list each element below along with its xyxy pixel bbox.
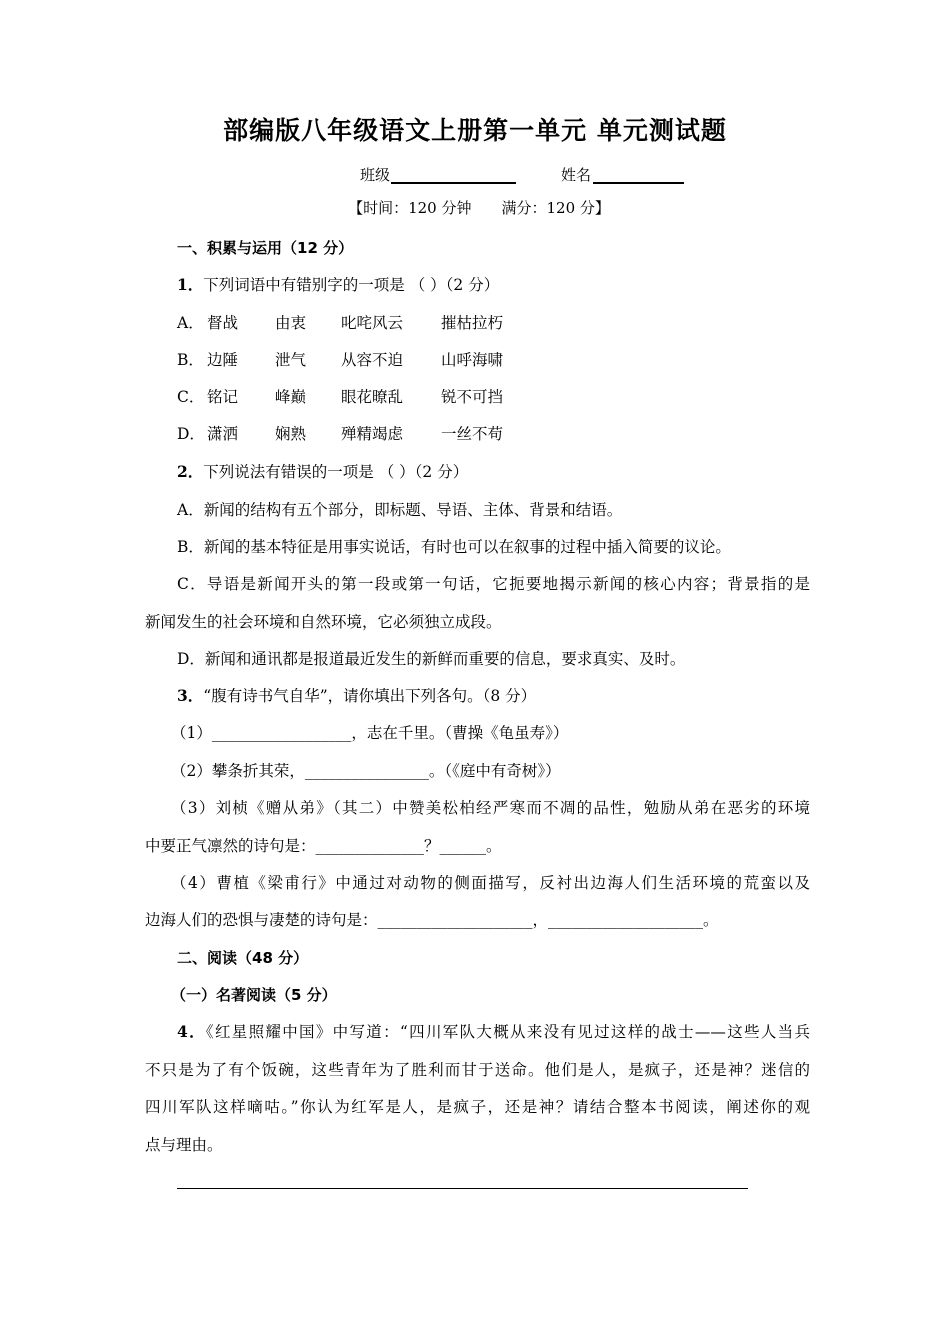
section-heading: 二、阅读（48 分） — [177, 949, 309, 967]
question-4-line3: 四川军队这样嘀咕。”你认为红军是人，是疯子，还是神？请结合整本书阅读，阐述你的观 — [145, 1098, 810, 1116]
question-number: 1． — [177, 275, 204, 294]
class-label: 班级 — [360, 166, 391, 184]
q3-item-1: （1）__________________，志在千里。（曹操《龟虽寿》） — [171, 724, 569, 742]
name-blank[interactable] — [593, 182, 684, 184]
q3-item-4-line2: 边海人们的恐惧与凄楚的诗句是：____________________，____________________。 — [145, 911, 719, 929]
question-2 — [177, 460, 810, 484]
q2-option-c-line2: 新闻发生的社会环境和自然环境，它必须独立成段。 — [145, 613, 502, 631]
q2-option-d: D．新闻和通讯都是报道最近发生的新鲜而重要的信息，要求真实、及时。 — [177, 650, 686, 668]
question-number: 2． — [177, 462, 204, 481]
q2-option-a: A．新闻的结构有五个部分，即标题、导语、主体、背景和结语。 — [177, 501, 623, 519]
q3-item-4-line1: （4）曹植《梁甫行》中通过对动物的侧面描写，反衬出边海人们生活环境的荒蛮以及 — [171, 874, 810, 892]
name-label: 姓名 — [561, 166, 592, 184]
exam-time-score — [0, 196, 950, 220]
question-stem: “腹有诗书气自华”，请你填出下列各句。（8 分） — [203, 687, 537, 705]
subsection-heading: （一）名著阅读（5 分） — [171, 986, 337, 1004]
q1-option-b: B． 边陲 泄气 从容不迫 山呼海啸 — [177, 351, 504, 369]
q2-option-b: B．新闻的基本特征是用事实说话，有时也可以在叙事的过程中插入简要的议论。 — [177, 538, 731, 556]
q3-item-3-line2: 中要正气凛然的诗句是：______________？______。 — [145, 837, 502, 855]
q1-option-a: A． 督战 由衷 叱咤风云 摧枯拉朽 — [177, 314, 504, 332]
question-4-line1: 4．《红星照耀中国》中写道：“四川军队大概从来没有见过这样的战士——这些人当兵 — [177, 1022, 810, 1041]
question-4-line4: 点与理由。 — [145, 1136, 223, 1154]
section-heading: 一、积累与运用（12 分） — [177, 239, 354, 257]
question-3 — [177, 684, 810, 708]
student-info-row — [0, 164, 950, 188]
time-info: 【时间：120 分钟 — [348, 199, 472, 217]
question-number: 3． — [177, 686, 204, 705]
question-4-line2: 不只是为了有个饭碗，这些青年为了胜利而甘于送命。他们是人，是疯子，还是神？迷信的 — [145, 1061, 810, 1079]
q3-item-3-line1: （3）刘桢《赠从弟》（其二）中赞美松柏经严寒而不凋的品性，勉励从弟在恶劣的环境 — [171, 799, 810, 817]
question-1 — [177, 273, 810, 297]
q3-item-2: （2）攀条折其荣，________________。（《庭中有奇树》） — [171, 762, 561, 780]
q1-option-d: D． 潇洒 娴熟 殚精竭虑 一丝不苟 — [177, 425, 504, 443]
class-blank[interactable] — [391, 182, 516, 184]
question-number: 4． — [177, 1022, 206, 1041]
document-title: 部编版八年级语文上册第一单元 单元测试题 — [223, 116, 727, 145]
question-stem: 下列说法有错误的一项是 （ ）（2 分） — [203, 463, 469, 481]
answer-line[interactable] — [177, 1188, 748, 1189]
score-info: 满分：120 分】 — [501, 199, 610, 217]
q2-option-c-line1: C．导语是新闻开头的第一段或第一句话，它扼要地揭示新闻的核心内容；背景指的是 — [177, 575, 810, 593]
question-stem: 下列词语中有错别字的一项是 （ ）（2 分） — [203, 276, 500, 294]
q1-option-c: C． 铭记 峰巅 眼花暸乱 锐不可挡 — [177, 388, 504, 406]
